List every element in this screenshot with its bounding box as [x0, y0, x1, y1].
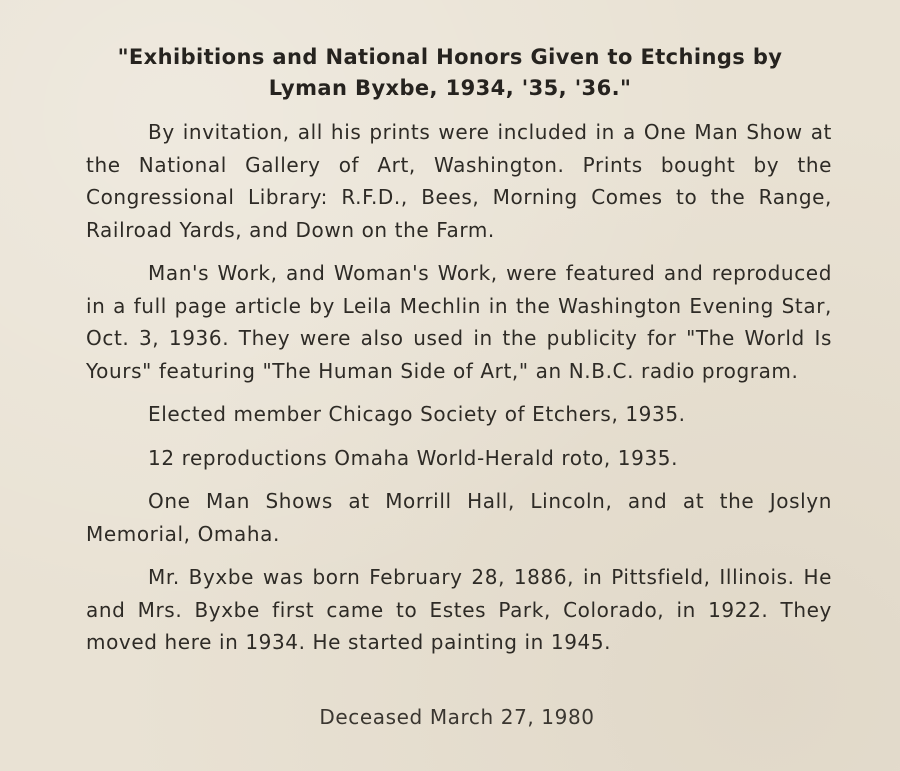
document-title	[0, 42, 900, 104]
paragraph-exhibitions: By invitation, all his prints were included in a One Man Show at the National Gallery of Art, Washington. Prints bought by the Congressional Library: R.F.D., Bees, Morning Comes to the Range, Railroad Yards, and Down on the Farm.	[86, 120, 832, 242]
paragraph-reproductions: 12 reproductions Omaha World-Herald roto, 1935.	[148, 445, 679, 470]
title-line-2: Lyman Byxbe, 1934, '35, '36."	[268, 76, 632, 100]
document-body	[86, 116, 832, 670]
paragraph-featured: Man's Work, and Woman's Work, were featured and reproduced in a full page article by Leila Mechlin in the Washington Evening Star, Oct. 3, 1936. They were also used in the publicity for "The World Is Yours" featuring "The Human Side of Art," an N.B.C. radio program.	[86, 261, 832, 383]
paragraph-biography: Mr. Byxbe was born February 28, 1886, in Pittsfield, Illinois. He and Mrs. Byxbe first came to Estes Park, Colorado, in 1922. They moved here in 1934. He started painting in 1945.	[86, 565, 832, 654]
paragraph-one-man-shows: One Man Shows at Morrill Hall, Lincoln, and at the Joslyn Memorial, Omaha.	[86, 489, 832, 546]
title-line-1: "Exhibitions and National Honors Given to Etchings by	[117, 45, 783, 69]
paragraph-elected-member: Elected member Chicago Society of Etchers, 1935.	[148, 402, 686, 426]
deceased-line: Deceased March 27, 1980	[319, 705, 595, 729]
